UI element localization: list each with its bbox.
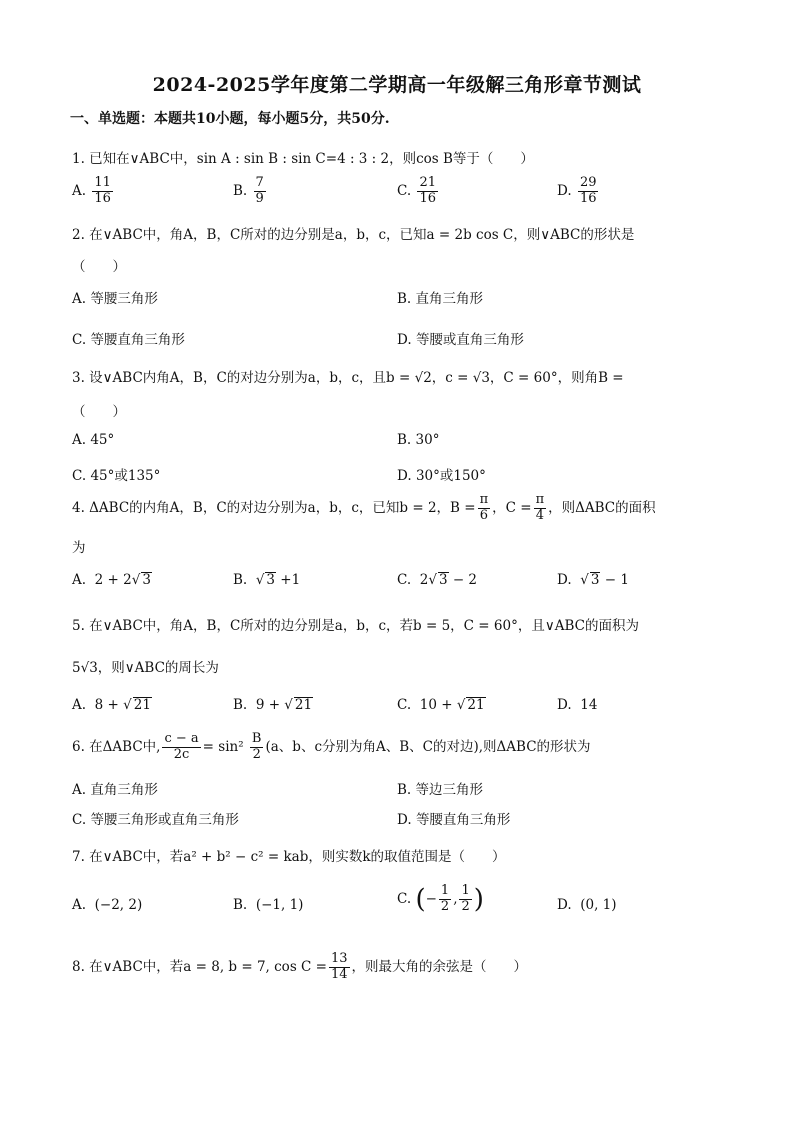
question-5-option-b[interactable]: B. 9 + √ 21 bbox=[233, 697, 313, 713]
question-3-stem: 3. 设∨ABC内角A，B，C的对边分别为a，b，c，且b = √2，c = √3，C = 60°，则角B = bbox=[72, 370, 624, 386]
question-2-option-b[interactable]: B. 直角三角形 bbox=[397, 291, 484, 307]
fraction: $\frac{\pi}{6}$ bbox=[479, 492, 489, 523]
question-2-option-d[interactable]: D. 等腰或直角三角形 bbox=[397, 332, 524, 348]
fraction: $\frac{21}{16}$ bbox=[419, 175, 436, 206]
question-4-option-d[interactable]: D. √ 3 − 1 bbox=[557, 572, 629, 588]
question-1-option-c[interactable]: C. $\frac{21}{16}$ bbox=[397, 175, 436, 206]
question-2-option-c[interactable]: C. 等腰直角三角形 bbox=[72, 332, 185, 348]
fraction: $\frac{11}{16}$ bbox=[94, 175, 111, 206]
question-6-stem: 6. 在ΔABC中, $\frac{c - a}{2c}$ = sin² $\frac{B}{2}$ (a、b、c分别为角A、B、C的对边),则ΔABC的形状为 bbox=[72, 731, 591, 762]
question-4-stem-cont: 为 bbox=[72, 540, 86, 556]
fraction: $\frac{\pi}{4}$ bbox=[535, 492, 545, 523]
question-2-stem-cont: （ ） bbox=[72, 259, 126, 275]
question-5-option-c[interactable]: C. 10 + √ 21 bbox=[397, 697, 485, 713]
question-7-option-c[interactable]: C. (− $\frac{1}{2}$ , $\frac{1}{2}$ ) bbox=[397, 883, 484, 915]
question-6-option-b[interactable]: B. 等边三角形 bbox=[397, 782, 484, 798]
question-2-stem: 2. 在∨ABC中，角A，B，C所对的边分别是a，b，c，已知a = 2b cos C，则∨ABC的形状是 bbox=[72, 227, 635, 243]
question-3-option-c[interactable]: C. 45°或135° bbox=[72, 468, 161, 484]
fraction: $\frac{1}{2}$ bbox=[440, 883, 450, 914]
fraction: $\frac{13}{14}$ bbox=[330, 951, 348, 982]
question-6-option-c[interactable]: C. 等腰三角形或直角三角形 bbox=[72, 812, 239, 828]
question-1-stem: 1. 已知在∨ABC中，sin A : sin B : sin C=4 : 3 : 2，则cos B等于（ ） bbox=[72, 151, 534, 167]
question-6-option-a[interactable]: A. 直角三角形 bbox=[72, 782, 158, 798]
question-5-option-d[interactable]: D. 14 bbox=[557, 697, 598, 713]
page-title: 2024-2025学年度第二学期高一年级解三角形章节测试 bbox=[152, 74, 642, 96]
question-4-option-b[interactable]: B. √ 3 +1 bbox=[233, 572, 301, 588]
question-2-option-a[interactable]: A. 等腰三角形 bbox=[72, 291, 158, 307]
question-8-stem: 8. 在∨ABC中，若a = 8, b = 7, cos C = $\frac{13}{14}$ ，则最大角的余弦是（ ） bbox=[72, 951, 528, 982]
fraction: $\frac{29}{16}$ bbox=[579, 175, 597, 206]
question-3-option-a[interactable]: A. 45° bbox=[72, 432, 115, 448]
question-7-option-b[interactable]: B. (−1, 1) bbox=[233, 897, 304, 913]
fraction: $\frac{B}{2}$ bbox=[251, 731, 262, 762]
question-3-stem-cont: （ ） bbox=[72, 404, 126, 420]
question-4-option-a[interactable]: A. 2 + 2√ 3 bbox=[72, 572, 151, 588]
question-7-option-d[interactable]: D. (0, 1) bbox=[557, 897, 617, 913]
question-1-option-d[interactable]: D. $\frac{29}{16}$ bbox=[557, 175, 597, 206]
fraction: $\frac{1}{2}$ bbox=[461, 883, 470, 914]
question-3-option-b[interactable]: B. 30° bbox=[397, 432, 440, 448]
section-heading: 一、单选题：本题共10小题，每小题5分，共50分. bbox=[70, 111, 390, 127]
question-3-option-d[interactable]: D. 30°或150° bbox=[397, 468, 486, 484]
question-5-stem-cont: 5√3，则∨ABC的周长为 bbox=[72, 660, 219, 676]
question-1-option-b[interactable]: B. $\frac{7}{9}$ bbox=[233, 175, 264, 206]
question-1-option-a[interactable]: A. $\frac{11}{16}$ bbox=[72, 175, 111, 206]
question-5-option-a[interactable]: A. 8 + √ 21 bbox=[72, 697, 151, 713]
question-7-stem: 7. 在∨ABC中，若a² + b² − c² = kab，则实数k的取值范围是（ ） bbox=[72, 849, 506, 865]
question-4-option-c[interactable]: C. 2√ 3 − 2 bbox=[397, 572, 478, 588]
question-6-option-d[interactable]: D. 等腰直角三角形 bbox=[397, 812, 511, 828]
question-4-stem: 4. ΔABC的内角A，B，C的对边分别为a，b，c，已知b = 2，B = $\frac{\pi}{6}$ ，C = $\frac{\pi}{4}$ ，则ΔABC的面积 bbox=[72, 492, 656, 523]
fraction: $\frac{7}{9}$ bbox=[255, 175, 264, 206]
question-7-option-a[interactable]: A. (−2, 2) bbox=[72, 897, 143, 913]
fraction: $\frac{c - a}{2c}$ bbox=[164, 731, 199, 762]
question-5-stem: 5. 在∨ABC中，角A，B，C所对的边分别是a，b，c，若b = 5，C = 60°，且∨ABC的面积为 bbox=[72, 618, 639, 634]
